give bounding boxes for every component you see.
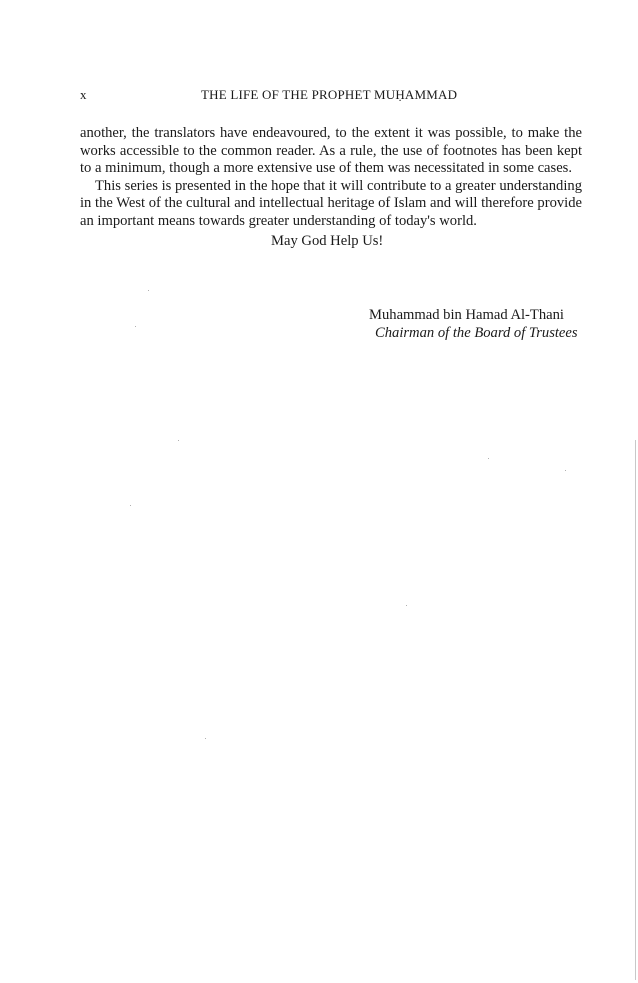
scan-speck (205, 738, 206, 739)
scan-speck (130, 505, 131, 506)
closing-line: May God Help Us! (271, 232, 384, 249)
page-number: x (80, 87, 87, 102)
scan-speck (406, 605, 407, 606)
signature-block (369, 306, 589, 342)
scan-speck (178, 440, 179, 441)
scan-speck (488, 458, 489, 459)
scan-edge-line (635, 440, 636, 980)
signatory-title: Chairman of the Board of Trustees (375, 325, 578, 341)
book-title: THE LIFE OF THE PROPHET MUḤAMMAD (201, 87, 458, 102)
running-head (80, 87, 580, 107)
scan-speck (565, 470, 566, 471)
paragraph-continuation: another, the translators have endeavoured, to the extent it was possible, to make the works accessible to the common reader. As a rule, the use of footnotes has been kept to a minimum, though a more extensive use of them was necessitated in some cases. (80, 125, 582, 177)
paragraph-series-purpose: This series is presented in the hope that it will contribute to a greater understanding in the West of the cultural and intellectual heritage of Islam and will therefore provide an important means towards greater understanding of today's world. (80, 177, 582, 229)
scan-speck (135, 326, 136, 327)
signatory-name: Muhammad bin Hamad Al-Thani (369, 307, 564, 323)
body-text (80, 125, 582, 250)
scan-speck (148, 290, 149, 291)
